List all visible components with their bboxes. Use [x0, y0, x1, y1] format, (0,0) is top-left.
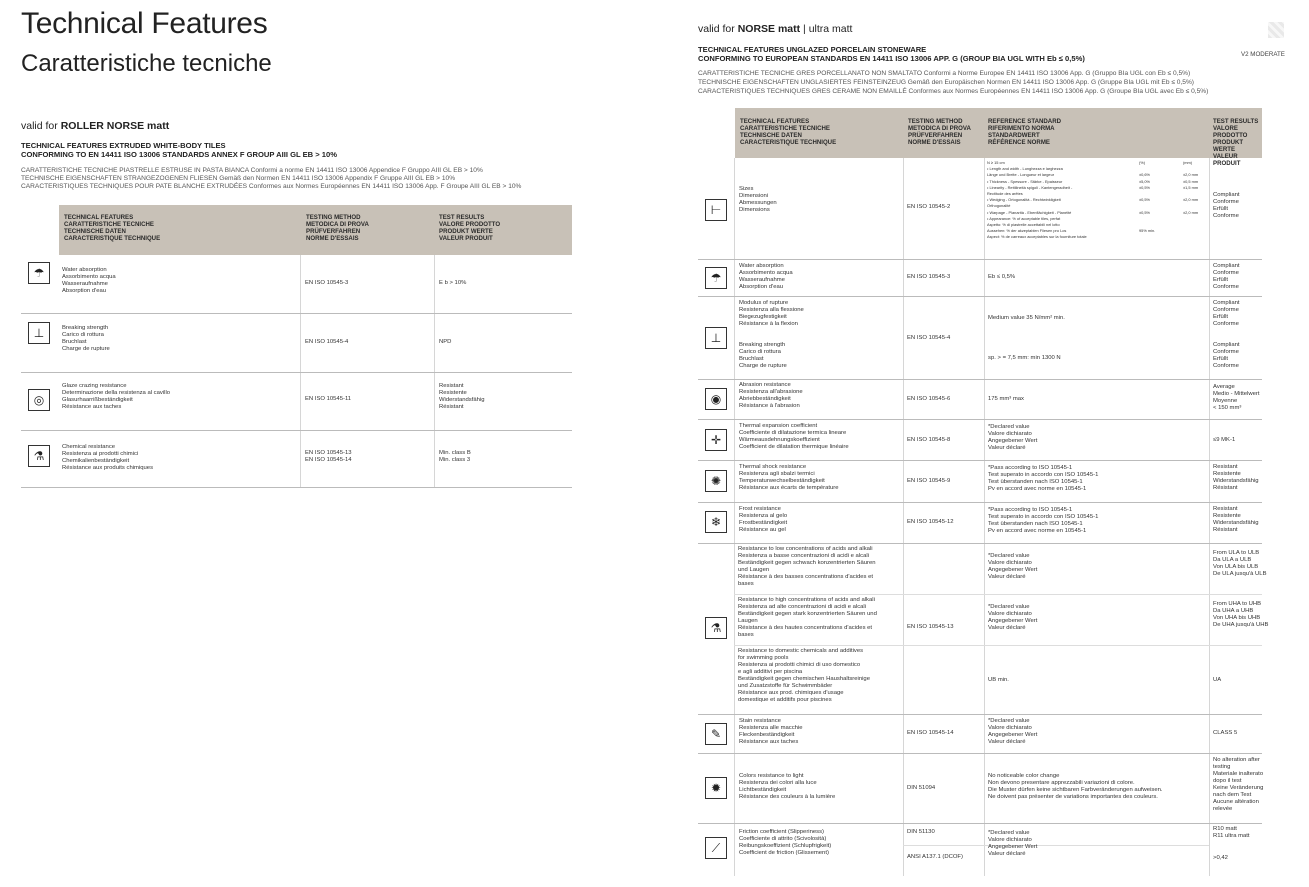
chemical-resistance-icon: ⚗	[705, 617, 727, 639]
table-row	[21, 314, 572, 372]
reference-standard: UB min.	[988, 677, 1009, 683]
valid-for-label: valid for ROLLER NORSE matt	[21, 120, 170, 132]
reference-standard: *Declared value Valore dichiarato Angegebener Wert Valeur déclaré	[988, 553, 1038, 580]
feature-name: Sizes Dimensioni Abmessungen Dimensions	[739, 186, 777, 213]
reference-standard: 175 mm³ max	[988, 396, 1025, 402]
glaze-crazing-icon: ◎	[28, 389, 50, 411]
right-heading-1: TECHNICAL FEATURES UNGLAZED PORCELAIN STONEWARE	[698, 45, 927, 54]
left-heading-1: TECHNICAL FEATURES EXTRUDED WHITE-BODY TILES	[21, 141, 226, 150]
row-divider	[903, 845, 1209, 846]
row-divider	[698, 823, 1262, 824]
reference-standard: sp. > = 7,5 mm: min 1300 N	[988, 355, 1061, 361]
row-divider	[698, 543, 1262, 544]
sizes-table-line: Rectitude des arêtes	[987, 190, 1023, 196]
sizes-table-line: • Wedging - Ortogonalità - Rechtwinkligkeit ±0,5% ±2,0 mm	[987, 197, 1199, 203]
test-result: From ULA to ULB Da ULA a ULB Von ULA bis ULB De ULA jusqu'à ULB	[1213, 550, 1267, 577]
feature-name: Resistance to high concentrations of acids and alkali Resistenza ad alte concentrazioni di acidi e alcali Beständigkeit gegen stark konzentrierten Säuren und Laugen Résistance à des hautes concentrations d'acides et bases	[738, 597, 877, 638]
test-result: Compliant Conforme Erfüllt Conforme	[1213, 342, 1240, 369]
testing-method: EN ISO 10545-6	[907, 396, 951, 402]
test-result: E b > 10%	[439, 280, 467, 286]
test-result: Compliant Conforme Erfüllt Conforme	[1213, 263, 1240, 290]
table-row	[21, 255, 572, 313]
chemical-resistance-icon: ⚗	[28, 445, 50, 467]
testing-method: EN ISO 10545-12	[907, 519, 954, 525]
row-divider	[698, 296, 1262, 297]
testing-method: DIN 51094	[907, 785, 936, 791]
testing-method: EN ISO 10545-4	[907, 335, 951, 341]
feature-name: Stain resistance Resistenza alle macchie Fleckenbeständigkeit Résistance aux taches	[739, 718, 803, 745]
row-divider	[698, 419, 1262, 420]
sizes-table-line: Länge und Breite - Longueur et largeur ±0,6% ±2,0 mm	[987, 172, 1199, 178]
table-row	[21, 373, 572, 430]
right-sub-line: CARATTERISTICHE TECNICHE GRES PORCELLANATO NON SMALTATO Conformi a Norme Europee EN 14411 ISO 13006 App. G (Gruppo BIa UGL con Eb ≤ 0,5%)	[698, 70, 1191, 77]
test-result: Resistant Resistente Widerstandsfähig Résistant	[439, 383, 485, 410]
row-divider	[698, 714, 1262, 715]
header-testing-method: TESTING METHOD METODICA DI PROVA PRÜFVERFAHREN NORME D'ESSAIS	[908, 118, 971, 146]
testing-method: EN ISO 10545-9	[907, 478, 951, 484]
row-divider	[734, 594, 1262, 595]
column-divider	[984, 158, 985, 876]
testing-method: EN ISO 10545-14	[907, 730, 954, 736]
test-result: Min. class B Min. class 3	[439, 450, 471, 463]
testing-method: EN ISO 10545-3	[305, 280, 349, 286]
test-result: Resistant Resistente Widerstandsfähig Résistant	[1213, 506, 1259, 533]
sizes-icon: ⊢	[705, 199, 727, 221]
water-absorption-icon: ☂	[28, 262, 50, 284]
thermal-shock-icon: ✺	[705, 470, 727, 492]
sizes-table-line: Orthogonalité	[987, 203, 1011, 209]
row-divider	[698, 460, 1262, 461]
feature-name: Water absorption Assorbimento acqua Wasseraufnahme Absorption d'eau	[62, 267, 116, 294]
reference-standard: *Declared value Valore dichiarato Angegebener Wert Valeur déclaré	[988, 830, 1038, 857]
testing-method: EN ISO 10545-8	[907, 437, 951, 443]
feature-name: Colors resistance to light Resistenza dei colori alla luce Lichtbeständigkeit Résistance des couleurs à la lumière	[739, 773, 836, 800]
feature-name: Water absorption Assorbimento acqua Wasseraufnahme Absorption d'eau	[739, 263, 793, 290]
row-divider	[698, 259, 1262, 260]
frost-resistance-icon: ❄	[705, 511, 727, 533]
feature-name: Abrasion resistance Resistenza all'abrasione Abriebbeständigkeit Résistance à l'abrasion	[739, 382, 803, 409]
testing-method: DIN 51130	[907, 829, 935, 835]
column-divider	[903, 158, 904, 876]
header-test-results: TEST RESULTS VALORE PRODOTTO PRODUKT WERTE VALEUR PRODUIT	[1213, 118, 1259, 167]
right-heading-2: CONFORMING TO EUROPEAN STANDARDS EN 14411 ISO 13006 APP. G (GROUP BIA UGL WITH Eb ≤ 0,5%)	[698, 54, 1085, 63]
sizes-table-line: Aspetto: % di piastrelle accettabili nel lotto	[987, 221, 1060, 227]
valid-for-label: valid for NORSE matt | ultra matt	[698, 23, 853, 35]
sizes-tolerance-table	[987, 160, 1209, 240]
breaking-strength-icon: ⊥	[28, 322, 50, 344]
thermal-expansion-icon: ✛	[705, 429, 727, 451]
test-result: No alteration after testing Materiale inalterato dopo il test Keine Veränderung nach dem Test Aucune altération relevée	[1213, 757, 1264, 812]
header-testing-method: TESTING METHOD METODICA DI PROVA PRÜFVERFAHREN NORME D'ESSAIS	[306, 214, 369, 242]
abrasion-resistance-icon: ◉	[705, 388, 727, 410]
right-sub-line: CARACTERISTIQUES TECHNIQUES GRES CERAME NON EMAILLÉ Conformes aux Normes Européennes EN 14411 ISO 13006 App. G (Groupe BIa UGL avec Eb ≤ 0,5%)	[698, 88, 1209, 95]
testing-method: EN ISO 10545-11	[305, 396, 352, 402]
sizes-table-line: • Thickness - Spessore - Stärke - Epaisseur ±5,0% ±0,5 mm	[987, 178, 1199, 184]
test-result: Compliant Conforme Erfüllt Conforme	[1213, 192, 1240, 219]
test-result: Compliant Conforme Erfüllt Conforme	[1213, 300, 1240, 327]
testing-method: EN ISO 10545-3	[907, 274, 951, 280]
right-sub-line: TECHNISCHE EIGENSCHAFTEN UNGLASIERTES FEINSTEINZEUG Gemäß den Europäischen Normen EN 14411 ISO 13006 App. G (Gruppe BIa UGL mit Eb ≤ 0,5%)	[698, 79, 1195, 86]
left-sub-line: CARATTERISTICHE TECNICHE PIASTRELLE ESTRUSE IN PASTA BIANCA Conformi a norme EN 14411 ISO 13006 Appendice F Gruppo AIII GL EB > 10%	[21, 167, 483, 174]
reference-standard: *Declared value Valore dichiarato Angegebener Wert Valeur déclaré	[988, 604, 1038, 631]
row-divider	[734, 645, 1262, 646]
header-technical-features: TECHNICAL FEATURES CARATTERISTICHE TECNICHE TECHNISCHE DATEN CARACTERISTIQUE TECHNIQUE	[64, 214, 161, 242]
color-resistance-icon: ✹	[705, 777, 727, 799]
testing-method: EN ISO 10545-4	[305, 339, 349, 345]
page-subtitle: Caratteristiche tecniche	[21, 50, 272, 77]
row-divider	[698, 502, 1262, 503]
test-result: R10 matt R11 ultra matt	[1213, 826, 1250, 839]
row-divider	[698, 753, 1262, 754]
row-divider	[21, 487, 572, 488]
column-divider	[1209, 158, 1210, 876]
feature-name: Thermal shock resistance Resistenza agli sbalzi termici Temperaturwechselbeständigkeit Résistance aux écarts de température	[739, 464, 839, 491]
column-divider	[734, 158, 735, 876]
feature-name: Resistance to domestic chemicals and additives for swimming pools Resistenza ai prodotti chimici di uso domestico e agli additivi per piscina Beständigkeit gegen chemischen Haushaltsreinige und Zusatzstoffe für Schwimmbäder Résistance aux prod. chimiques d'usage domestique et additifs pour piscines	[738, 648, 870, 703]
feature-name: Resistance to low concentrations of acids and alkali Resistenza a basse concentrazioni di acidi e alcali Beständigkeit gegen schwach konzentrierten Säuren und Laugen Résistance à des basses concentrations d'acides et bases	[738, 546, 876, 587]
test-result: CLASS 5	[1213, 730, 1238, 736]
feature-name: Breaking strength Carico di rottura Bruchlast Charge de rupture	[739, 342, 787, 369]
sizes-table-line: Aspect: % de carreaux acceptables sur la fourniture totale	[987, 234, 1087, 240]
testing-method: EN ISO 10545-13	[907, 624, 954, 630]
feature-name: Friction coefficient (Slipperiness) Coefficiente di attrito (Scivolosità) Reibungskoeffizient (Schlupfrigkeit) Coefficient de friction (Glissement)	[739, 829, 832, 856]
header-test-results: TEST RESULTS VALORE PRODOTTO PRODUKT WERTE VALEUR PRODUIT	[439, 214, 501, 242]
friction-coefficient-icon: ⟋	[705, 837, 727, 859]
sizes-table-head: N ≥ 15 cm (%) (mm)	[987, 160, 1193, 165]
testing-method: EN ISO 10545-2	[907, 204, 951, 210]
left-sub-line: CARACTERISTIQUES TECHNIQUES POUR PATE BLANCHE EXTRUDÉES Conformes aux Normes Européennes EN 14411 ISO 13006 App. F Groupe AIII GL EB > 10%	[21, 183, 522, 190]
variation-badge-label: V2 MODERATE	[1241, 51, 1285, 58]
sizes-table-line: • Length and width - Lunghezza e larghezza	[987, 166, 1063, 172]
left-table-header	[59, 205, 572, 255]
test-result: ≤9 MK-1	[1213, 437, 1236, 443]
feature-name: Breaking strength Carico di rottura Bruchlast Charge de rupture	[62, 325, 110, 352]
stain-resistance-icon: ✎	[705, 723, 727, 745]
page-title: Technical Features	[21, 7, 268, 40]
test-result: UA	[1213, 677, 1222, 683]
feature-name: Frost resistance Resistenza al gelo Frostbeständigkeit Résistance au gel	[739, 506, 788, 533]
test-result: >0,42	[1213, 855, 1228, 861]
reference-standard: *Pass according to ISO 10545-1 Test superato in accordo con ISO 10545-1 Test überstanden nach ISO 10545-1 Pv en accord avec norme en 10545-1	[988, 507, 1099, 534]
reference-standard: Medium value 35 N/mm² min.	[988, 315, 1065, 321]
sizes-table-line: • Linearity - Rettilineità spigoli - Kantengeradheit - ±0,5% ±1,5 mm	[987, 184, 1199, 190]
sizes-table-line: Aussehen: % der akzeptablen Fliesen pro Los 95% min.	[987, 228, 1156, 234]
test-result: From UHA to UHB Da UHA a UHB Von UHA bis UHB De UHA jusqu'à UHB	[1213, 601, 1269, 628]
left-heading-2: CONFORMING TO EN 14411 ISO 13006 STANDARDS ANNEX F GROUP AIII GL EB > 10%	[21, 150, 337, 159]
test-result: Resistant Resistente Widerstandsfähig Résistant	[1213, 464, 1259, 491]
water-absorption-icon: ☂	[705, 267, 727, 289]
left-sub-line: TECHNISCHE EIGENSCHAFTEN STRANGEZOGENEN FLIESEN Gemäß den Normen EN 14411 ISO 13006 Appendix F Gruppe AIII GL EB > 10%	[21, 175, 456, 182]
reference-standard: *Pass according to ISO 10545-1 Test superato in accordo con ISO 10545-1 Test überstanden nach ISO 10545-1 Pv en accord avec norme en 10545-1	[988, 465, 1099, 492]
table-row	[21, 431, 572, 487]
test-result: Average Medio - Mittelwert Moyenne < 150 mm³	[1213, 384, 1260, 411]
feature-name: Chemical resistance Resistenza ai prodotti chimici Chemikalienbeständigkeit Résistance aux produits chimiques	[62, 444, 154, 471]
test-result: NPD	[439, 339, 452, 345]
sizes-table-line: • Warpage - Planarità - Ebenflächigkeit - Planéité ±0,5% ±2,0 mm	[987, 209, 1199, 215]
sizes-table-line: • Appearance: % of acceptable tiles, perfat	[987, 215, 1061, 221]
feature-name: Modulus of rupture Resistenza alla flessione Biegezugfestigkeit Résistance à la flexion	[739, 300, 804, 327]
testing-method: EN ISO 10545-13 EN ISO 10545-14	[305, 450, 352, 463]
reference-standard: *Declared value Valore dichiarato Angegebener Wert Valeur déclaré	[988, 424, 1038, 451]
moderate-variation-icon	[1268, 22, 1284, 38]
header-technical-features: TECHNICAL FEATURES CARATTERISTICHE TECNICHE TECHNISCHE DATEN CARACTERISTIQUE TECHNIQUE	[740, 118, 837, 146]
reference-standard: *Declared value Valore dichiarato Angegebener Wert Valeur déclaré	[988, 718, 1038, 745]
row-divider	[698, 379, 1262, 380]
feature-name: Glaze crazing resistance Determinazione della resistenza al cavillo Glasurhaarrißbeständigkeit Résistance aux taches	[62, 383, 171, 410]
reference-standard: Eb ≤ 0,5%	[988, 274, 1016, 280]
header-reference-standard: REFERENCE STANDARD RIFERIMENTO NORMA STANDARDWERT RÉFÉRENCE NORME	[988, 118, 1062, 146]
testing-method: ANSI A137.1 (DCOF)	[907, 854, 963, 860]
reference-standard: No noticeable color change Non devono presentare apprezzabili variazioni di colore. Die Muster dürfen keine sichtbaren Farbveränderungen aufweisen. Ne doivent pas présenter de variations importantes des couleurs.	[988, 773, 1163, 800]
feature-name: Thermal expansion coefficient Coefficiente di dilatazione termica lineare Wärmeausdehnungskoeffizient Coefficient de dilatation thermique linéaire	[739, 423, 849, 450]
breaking-strength-icon: ⊥	[705, 327, 727, 349]
